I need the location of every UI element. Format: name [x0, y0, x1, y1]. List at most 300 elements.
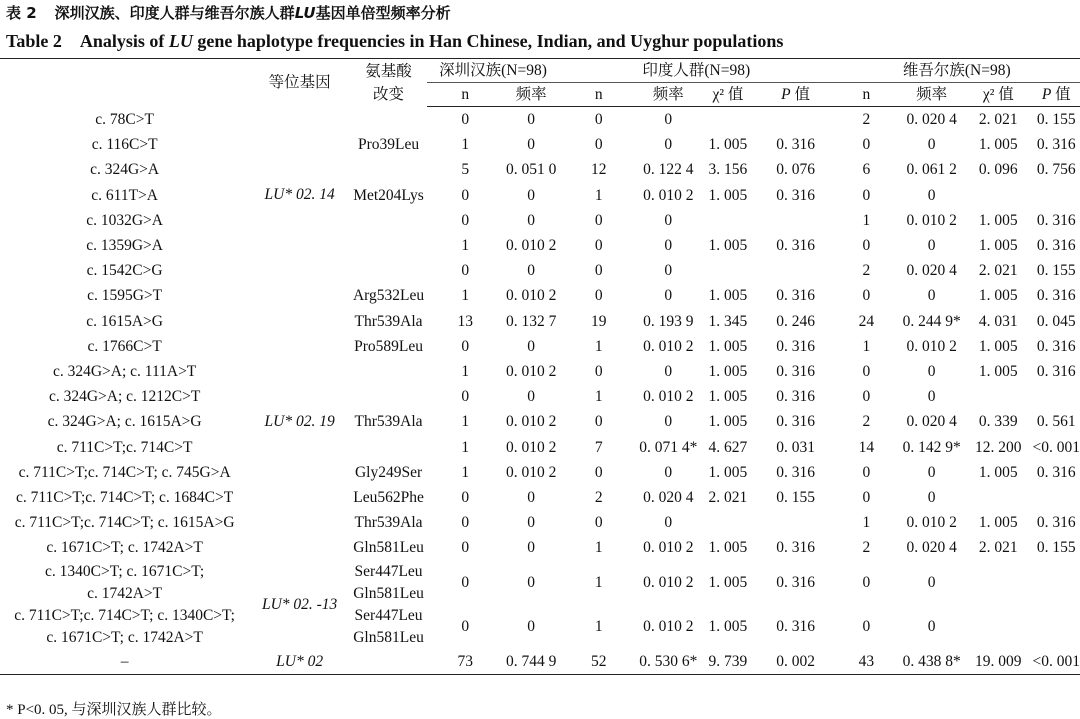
cell-amino-acid: Ser447Leu Gln581Leu	[353, 606, 424, 646]
cell-india-chi2: 1. 005	[708, 539, 748, 557]
cell-uyghur-freq: 0. 061 2	[906, 161, 957, 179]
cell-uyghur-freq: 0	[927, 287, 936, 305]
cell-han-freq: 0	[527, 514, 536, 532]
cell-uyghur-freq: 0	[927, 574, 936, 592]
cell-amino-acid	[350, 258, 427, 283]
cell-uyghur-chi2	[964, 485, 1032, 510]
cell-uyghur-p: 0. 316	[1036, 463, 1076, 481]
cell-uyghur-chi2: 2. 021	[978, 539, 1018, 557]
cell-india-chi2: 1. 345	[708, 312, 748, 330]
cell-han-freq: 0. 010 2	[505, 463, 557, 481]
table-row	[0, 107, 1080, 133]
cell-india-n: 0	[594, 514, 603, 532]
cell-haplotype: c. 1595G>T	[87, 287, 163, 305]
cell-allele-group: LU* 02	[249, 649, 350, 675]
cell-han-n: 0	[461, 618, 470, 636]
cell-haplotype: c. 1615A>G	[86, 312, 163, 330]
cell-amino-acid: Gln581Leu	[353, 539, 424, 557]
header-freq: 频率	[503, 83, 559, 107]
cell-uyghur-p: 0. 316	[1036, 237, 1076, 255]
table-row	[0, 233, 1080, 258]
cell-uyghur-p: 0. 316	[1036, 211, 1076, 229]
cell-india-freq: 0	[664, 463, 673, 481]
cell-uyghur-chi2: 1. 005	[978, 363, 1018, 381]
cell-uyghur-freq: 0. 142 9*	[902, 438, 961, 456]
cell-india-p: 0. 316	[776, 337, 815, 355]
cell-india-p: 0. 316	[776, 463, 815, 481]
cell-uyghur-chi2: 19. 009	[964, 649, 1032, 675]
cell-amino-acid	[350, 384, 427, 409]
cell-india-p: 0. 076	[776, 161, 815, 179]
cell-india-p: 0. 316	[776, 618, 815, 636]
cell-india-p: 0. 031	[776, 438, 815, 456]
cell-haplotype: c. 1542C>G	[86, 262, 163, 280]
cell-india-p: 0. 002	[758, 649, 834, 675]
cell-uyghur-chi2: 12. 200	[975, 438, 1022, 456]
cell-india-freq: 0	[664, 363, 673, 381]
cell-haplotype: c. 711C>T;c. 714C>T; c. 1340C>T; c. 1671C>T; c. 1742A>T	[14, 606, 235, 646]
cell-uyghur-chi2: 0. 339	[978, 413, 1018, 431]
cell-india-n: 0	[594, 463, 603, 481]
cell-han-n: 0	[461, 489, 470, 507]
cell-haplotype: c. 711C>T;c. 714C>T; c. 1684C>T	[16, 489, 234, 507]
cell-india-chi2: 4. 627	[708, 438, 748, 456]
cell-india-chi2: 9. 739	[698, 649, 758, 675]
cell-india-p	[758, 208, 834, 233]
cell-han-freq: 0	[527, 489, 536, 507]
cell-uyghur-p: 0. 045	[1036, 312, 1076, 330]
cell-uyghur-n: 2	[862, 262, 871, 280]
cell-uyghur-p	[1033, 561, 1080, 605]
cell-uyghur-freq: 0	[927, 136, 936, 154]
cell-amino-acid: Met204Lys	[353, 186, 424, 204]
cell-allele-group: LU* 02. 19	[264, 413, 335, 431]
cell-uyghur-n: 0	[862, 136, 871, 154]
cell-amino-acid	[350, 435, 427, 460]
cell-uyghur-chi2: 1. 005	[978, 211, 1018, 229]
cell-uyghur-p	[1033, 485, 1080, 510]
table-row	[0, 384, 1080, 409]
cell-han-n: 0	[461, 186, 470, 204]
cell-uyghur-chi2	[964, 384, 1032, 409]
cell-amino-acid: Pro589Leu	[354, 337, 423, 355]
cell-uyghur-p: 0. 316	[1036, 363, 1076, 381]
cell-amino-acid	[350, 649, 427, 675]
cell-han-freq: 0. 010 2	[505, 237, 557, 255]
cell-han-freq: 0	[527, 136, 536, 154]
cell-uyghur-n: 6	[862, 161, 871, 179]
cell-amino-acid: Leu562Phe	[353, 489, 424, 507]
cell-han-n: 5	[461, 161, 470, 179]
cell-india-n: 19	[590, 312, 607, 330]
cell-india-freq: 0. 010 2	[643, 337, 694, 355]
cell-india-n: 0	[594, 413, 603, 431]
cell-haplotype: c. 1032G>A	[86, 211, 163, 229]
table-caption-en	[6, 31, 783, 52]
cell-india-n: 0	[594, 237, 603, 255]
cell-india-n: 0	[594, 211, 603, 229]
cell-han-n: 0	[461, 211, 470, 229]
cell-india-p: 0. 316	[776, 186, 815, 204]
cell-india-freq: 0. 010 2	[643, 186, 694, 204]
cell-india-freq: 0	[664, 413, 673, 431]
cell-uyghur-p: 0. 155	[1036, 262, 1076, 280]
cell-uyghur-p: <0. 001	[1033, 649, 1080, 675]
cell-india-p: 0. 316	[776, 539, 815, 557]
cell-uyghur-n: 0	[862, 574, 871, 592]
cell-uyghur-chi2: 1. 005	[978, 337, 1018, 355]
cell-han-freq: 0	[527, 262, 536, 280]
header-chi2: χ² 值	[698, 83, 758, 107]
haplotype-table	[0, 58, 1080, 675]
cell-uyghur-freq: 0	[927, 186, 936, 204]
cell-uyghur-p: 0. 316	[1036, 337, 1076, 355]
cell-uyghur-n: 0	[862, 287, 871, 305]
cell-uyghur-n: 0	[862, 489, 871, 507]
cell-uyghur-freq: 0	[927, 237, 936, 255]
cell-uyghur-n: 0	[862, 618, 871, 636]
cell-uyghur-chi2	[964, 605, 1032, 649]
cell-haplotype: c. 711C>T;c. 714C>T; c. 745G>A	[18, 463, 231, 481]
cell-india-n: 1	[594, 186, 603, 204]
cell-india-n: 2	[594, 489, 603, 507]
table-row	[0, 208, 1080, 233]
table-row	[0, 605, 1080, 649]
cell-india-p: 0. 316	[776, 287, 815, 305]
cell-han-freq: 0. 010 2	[505, 438, 557, 456]
cell-uyghur-n: 0	[862, 237, 871, 255]
cell-india-freq: 0. 010 2	[643, 388, 694, 406]
header-haplotype	[0, 59, 249, 107]
cell-haplotype: c. 324G>A; c. 1212C>T	[48, 388, 201, 406]
table-row	[0, 132, 1080, 157]
cell-uyghur-chi2: 0. 096	[978, 161, 1018, 179]
cell-india-p: 0. 316	[776, 413, 815, 431]
cell-haplotype: c. 78C>T	[95, 110, 154, 128]
cell-uyghur-chi2: 2. 021	[978, 111, 1018, 128]
cell-india-chi2: 1. 005	[708, 413, 748, 431]
cell-uyghur-p: 0. 756	[1036, 161, 1076, 179]
cell-uyghur-freq: 0. 244 9*	[902, 312, 961, 330]
caption-prefix: Analysis of	[79, 31, 165, 51]
cell-han-n: 1	[461, 363, 470, 381]
caption-suffix: gene haplotype frequencies in Han Chinese, Indian, and Uyghur populations	[197, 31, 784, 51]
header-amino-acid: 氨基酸 改变	[350, 59, 427, 107]
cell-uyghur-chi2	[964, 561, 1032, 605]
caption-gene: LU	[168, 31, 193, 51]
cell-uyghur-p	[1033, 384, 1080, 409]
cell-amino-acid: Thr539Ala	[354, 514, 423, 532]
cell-india-freq: 0	[664, 211, 673, 229]
table-row	[0, 157, 1080, 182]
caption-prefix: 深圳汉族、印度人群与维吾尔族人群	[54, 4, 295, 22]
cell-uyghur-freq: 0	[927, 388, 936, 406]
cell-han-freq: 0	[527, 574, 536, 592]
table-row	[0, 183, 1080, 208]
cell-india-freq: 0	[664, 111, 673, 128]
cell-india-n: 52	[559, 649, 638, 675]
cell-uyghur-n: 0	[862, 186, 871, 204]
cell-uyghur-chi2: 1. 005	[978, 514, 1018, 532]
cell-han-n: 0	[461, 574, 470, 592]
cell-india-freq: 0	[664, 287, 673, 305]
cell-haplotype: c. 711C>T;c. 714C>T; c. 1615A>G	[14, 514, 235, 532]
cell-amino-acid: Ser447Leu Gln581Leu	[353, 562, 424, 602]
header-chi2: χ² 值	[964, 83, 1032, 107]
cell-uyghur-freq: 0. 010 2	[906, 337, 957, 355]
cell-uyghur-p	[1033, 183, 1080, 208]
cell-han-freq: 0. 051 0	[505, 161, 557, 179]
table-row	[0, 485, 1080, 510]
table-row	[0, 435, 1080, 460]
cell-india-n: 0	[594, 136, 603, 154]
cell-han-freq: 0	[527, 186, 536, 204]
cell-india-freq: 0. 010 2	[643, 618, 694, 636]
header-n: n	[834, 83, 900, 107]
cell-india-freq: 0. 530 6*	[638, 649, 698, 675]
cell-india-chi2	[698, 208, 758, 233]
header-n: n	[427, 83, 503, 107]
cell-haplotype: c. 324G>A	[90, 161, 160, 179]
header-group-uyghur: 维吾尔族(N=98)	[834, 59, 1080, 83]
cell-uyghur-p: 0. 561	[1036, 413, 1076, 431]
cell-uyghur-chi2: 1. 005	[978, 287, 1018, 305]
cell-han-n: 1	[461, 287, 470, 305]
cell-india-n: 12	[590, 161, 607, 179]
cell-uyghur-freq: 0. 020 4	[906, 262, 957, 280]
cell-india-chi2: 1. 005	[708, 574, 748, 592]
header-freq: 频率	[899, 83, 964, 107]
cell-india-freq: 0	[664, 136, 673, 154]
cell-india-chi2: 1. 005	[708, 618, 748, 636]
table-row	[0, 334, 1080, 359]
cell-uyghur-n: 2	[862, 539, 871, 557]
cell-han-n: 1	[461, 463, 470, 481]
cell-uyghur-freq: 0. 020 4	[906, 413, 957, 431]
cell-uyghur-freq: 0. 020 4	[906, 111, 957, 128]
cell-uyghur-freq: 0. 438 8*	[899, 649, 964, 675]
cell-india-n: 0	[594, 287, 603, 305]
table-row	[0, 258, 1080, 283]
cell-han-n: 0	[461, 539, 470, 557]
cell-han-n: 1	[461, 413, 470, 431]
cell-uyghur-p: 0. 316	[1036, 514, 1076, 532]
cell-uyghur-n: 43	[834, 649, 900, 675]
table-row	[0, 409, 1080, 434]
cell-han-n: 1	[461, 438, 470, 456]
cell-han-n: 0	[461, 388, 470, 406]
cell-amino-acid	[350, 107, 427, 133]
cell-han-freq: 0. 010 2	[505, 413, 557, 431]
table-row	[0, 649, 1080, 675]
table-row	[0, 309, 1080, 334]
cell-india-n: 1	[594, 539, 603, 557]
cell-uyghur-n: 2	[862, 111, 871, 128]
header-group-han: 深圳汉族(N=98)	[427, 59, 559, 83]
table-row	[0, 561, 1080, 605]
cell-india-freq: 0. 020 4	[643, 489, 694, 507]
cell-han-n: 0	[461, 111, 470, 128]
cell-han-freq: 0. 010 2	[505, 287, 557, 305]
cell-india-p: 0. 316	[776, 363, 815, 381]
cell-uyghur-n: 1	[862, 337, 871, 355]
cell-uyghur-freq: 0	[927, 618, 936, 636]
cell-han-freq: 0. 010 2	[505, 363, 557, 381]
table-row	[0, 535, 1080, 560]
header-n: n	[559, 83, 638, 107]
cell-uyghur-freq: 0. 010 2	[906, 514, 957, 532]
cell-amino-acid: Thr539Ala	[354, 312, 423, 330]
table-row	[0, 510, 1080, 535]
cell-uyghur-p: <0. 001	[1032, 438, 1080, 456]
cell-india-n: 0	[594, 111, 603, 128]
cell-uyghur-n: 0	[862, 388, 871, 406]
cell-india-chi2: 1. 005	[708, 186, 748, 204]
table-row	[0, 283, 1080, 308]
cell-india-freq: 0	[664, 262, 673, 280]
cell-india-n: 0	[594, 262, 603, 280]
cell-han-n: 0	[461, 262, 470, 280]
cell-uyghur-freq: 0	[927, 463, 936, 481]
cell-han-freq: 0. 744 9	[503, 649, 559, 675]
cell-india-n: 7	[594, 438, 603, 456]
cell-india-freq: 0	[664, 237, 673, 255]
cell-han-freq: 0	[527, 539, 536, 557]
cell-amino-acid	[350, 359, 427, 384]
cell-haplotype: c. 711C>T;c. 714C>T	[56, 438, 193, 456]
cell-india-n: 1	[594, 618, 603, 636]
cell-han-n: 1	[461, 237, 470, 255]
cell-amino-acid	[350, 233, 427, 258]
cell-uyghur-freq: 0	[927, 363, 936, 381]
cell-uyghur-n: 1	[862, 211, 871, 229]
cell-india-chi2	[698, 107, 758, 133]
cell-uyghur-freq: 0. 020 4	[906, 539, 957, 557]
cell-amino-acid: Gly249Ser	[354, 463, 423, 481]
cell-uyghur-chi2	[964, 183, 1032, 208]
cell-haplotype: c. 1359G>A	[86, 237, 163, 255]
cell-india-chi2: 1. 005	[708, 463, 748, 481]
cell-haplotype: c. 1671C>T; c. 1742A>T	[46, 539, 203, 557]
table-row	[0, 359, 1080, 384]
cell-india-freq: 0. 010 2	[643, 539, 694, 557]
table-caption-cn	[6, 2, 451, 23]
cell-uyghur-n: 0	[862, 463, 871, 481]
cell-han-n: 1	[461, 136, 470, 154]
cell-han-freq: 0. 132 7	[505, 312, 557, 330]
table-row	[0, 460, 1080, 485]
cell-india-chi2: 1. 005	[708, 237, 748, 255]
cell-uyghur-n: 1	[862, 514, 871, 532]
cell-uyghur-chi2: 4. 031	[978, 312, 1018, 330]
caption-label: Table 2	[6, 31, 62, 51]
cell-india-n: 0	[594, 363, 603, 381]
cell-uyghur-n: 14	[858, 438, 875, 456]
cell-india-p	[758, 258, 834, 283]
cell-allele-group: LU* 02. 14	[264, 186, 335, 204]
cell-haplotype: c. 324G>A; c. 111A>T	[52, 363, 197, 381]
cell-india-freq: 0	[664, 514, 673, 532]
cell-uyghur-n: 24	[858, 312, 875, 330]
header-allele: 等位基因	[249, 59, 350, 107]
cell-haplotype: c. 611T>A	[91, 186, 158, 204]
cell-han-freq: 0	[527, 111, 536, 128]
cell-india-p: 0. 246	[776, 312, 815, 330]
cell-uyghur-chi2: 1. 005	[978, 237, 1018, 255]
cell-india-freq: 0. 071 4*	[639, 438, 698, 456]
header-group-india: 印度人群(N=98)	[559, 59, 834, 83]
cell-han-freq: 0	[527, 388, 536, 406]
cell-india-n: 1	[594, 574, 603, 592]
cell-uyghur-p: 0. 155	[1036, 111, 1076, 128]
header-p: P 值	[758, 83, 834, 107]
cell-india-p: 0. 316	[776, 574, 815, 592]
cell-india-p: 0. 316	[776, 237, 815, 255]
cell-uyghur-chi2: 2. 021	[978, 262, 1018, 280]
cell-haplotype: c. 1766C>T	[87, 337, 162, 355]
cell-india-chi2: 2. 021	[708, 489, 748, 507]
cell-uyghur-n: 0	[862, 363, 871, 381]
cell-han-n: 0	[461, 514, 470, 532]
cell-haplotype: c. 324G>A; c. 1615A>G	[47, 413, 202, 431]
cell-han-freq: 0	[527, 618, 536, 636]
caption-suffix: 基因单倍型频率分析	[315, 4, 451, 22]
cell-haplotype: –	[0, 649, 249, 675]
cell-india-chi2: 1. 005	[708, 363, 748, 381]
cell-india-p: 0. 316	[776, 136, 815, 154]
cell-han-n: 13	[457, 312, 473, 330]
cell-allele-group: LU* 02. -13	[261, 596, 338, 614]
cell-uyghur-p: 0. 316	[1036, 287, 1076, 305]
cell-india-freq: 0. 010 2	[643, 574, 694, 592]
cell-india-chi2	[698, 510, 758, 535]
cell-han-freq: 0	[527, 337, 536, 355]
cell-india-chi2: 1. 005	[708, 287, 748, 305]
cell-amino-acid: Pro39Leu	[357, 136, 420, 154]
cell-india-chi2: 1. 005	[708, 136, 748, 154]
cell-india-n: 1	[594, 388, 603, 406]
cell-han-n: 73	[427, 649, 503, 675]
cell-haplotype: c. 116C>T	[91, 136, 158, 154]
cell-india-freq: 0. 122 4	[643, 161, 694, 179]
table-footnote: * P<0. 05, 与深圳汉族人群比较。	[6, 702, 222, 718]
cell-han-n: 0	[461, 337, 470, 355]
cell-amino-acid: Thr539Ala	[354, 413, 423, 431]
cell-india-p: 0. 155	[776, 489, 815, 507]
cell-india-p: 0. 316	[776, 388, 815, 406]
cell-han-freq: 0	[527, 211, 536, 229]
cell-india-chi2	[698, 258, 758, 283]
cell-amino-acid	[350, 157, 427, 182]
caption-label: 表 2	[6, 4, 37, 22]
header-freq: 频率	[638, 83, 698, 107]
cell-uyghur-freq: 0	[927, 489, 936, 507]
cell-uyghur-n: 2	[862, 413, 871, 431]
cell-india-n: 1	[594, 337, 603, 355]
cell-india-p	[758, 107, 834, 133]
cell-uyghur-freq: 0. 010 2	[906, 211, 957, 229]
cell-uyghur-chi2: 1. 005	[978, 136, 1018, 154]
cell-amino-acid: Arg532Leu	[352, 287, 425, 305]
cell-amino-acid	[350, 208, 427, 233]
cell-india-chi2: 1. 005	[708, 388, 748, 406]
cell-uyghur-p	[1033, 605, 1080, 649]
header-p: P 值	[1033, 83, 1080, 107]
cell-haplotype: c. 1340C>T; c. 1671C>T; c. 1742A>T	[45, 562, 205, 602]
cell-india-chi2: 1. 005	[708, 337, 748, 355]
cell-india-freq: 0. 193 9	[643, 312, 694, 330]
cell-india-p	[758, 510, 834, 535]
